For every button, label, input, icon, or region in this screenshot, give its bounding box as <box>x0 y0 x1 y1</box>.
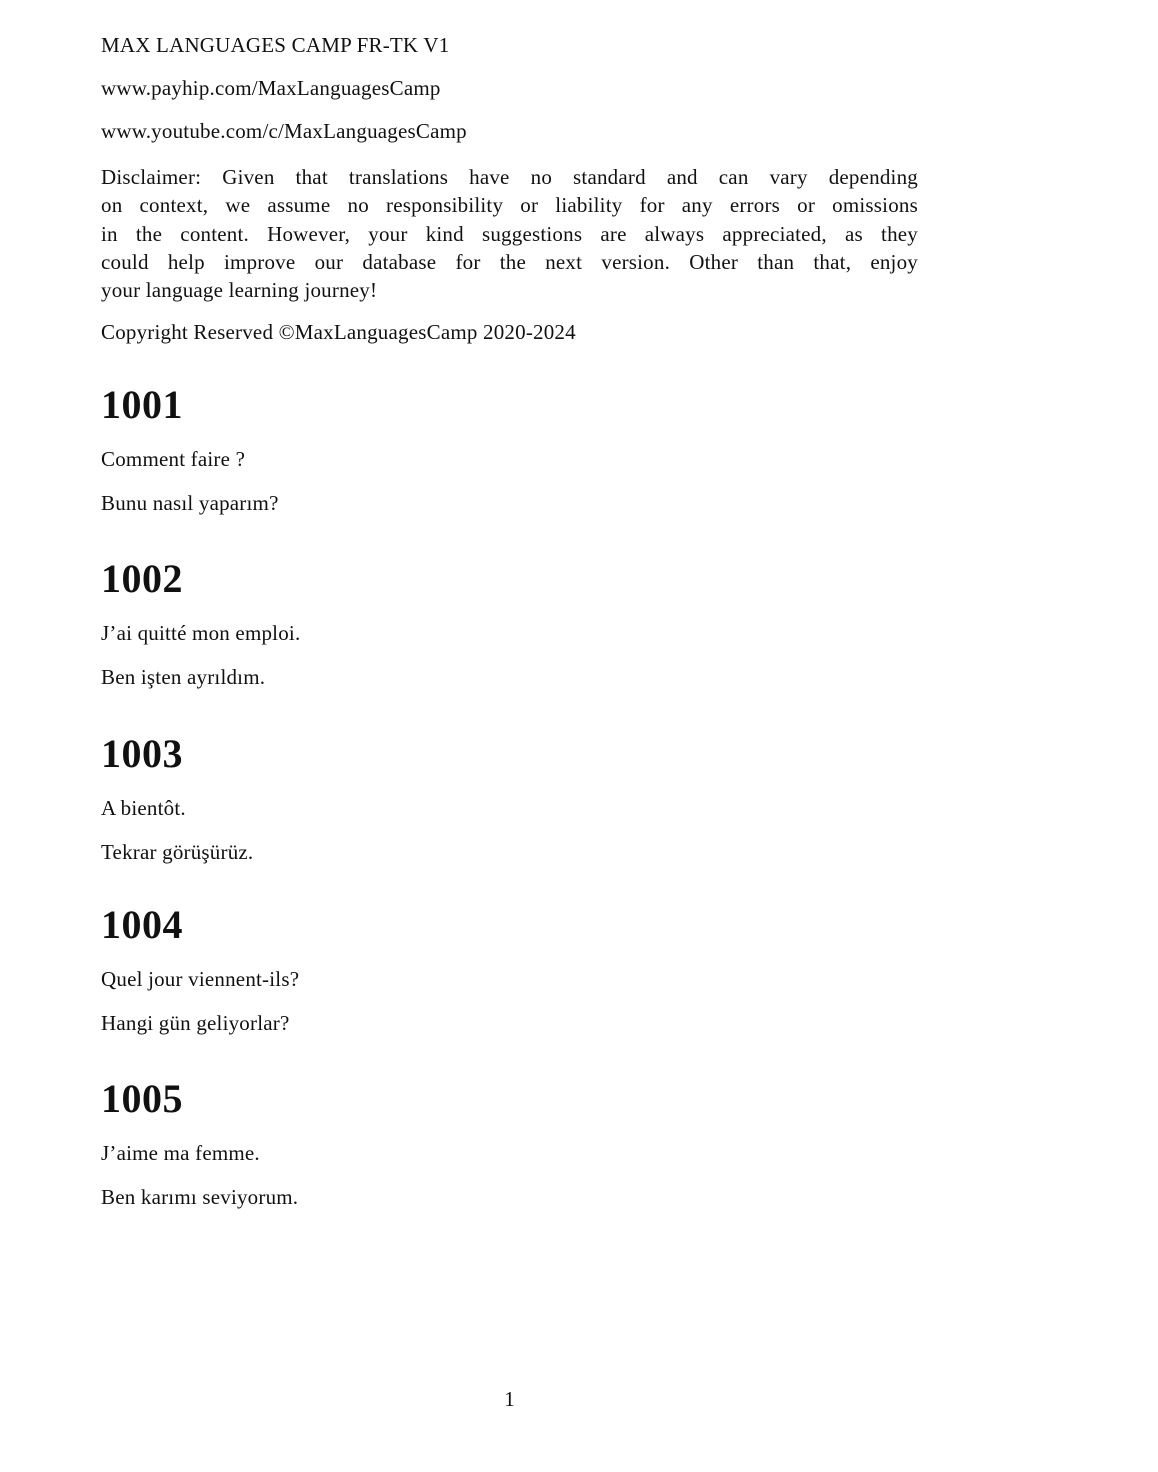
french-phrase: A bientôt. <box>101 796 186 820</box>
phrase-section-1001 <box>101 383 918 517</box>
copyright-notice: Copyright Reserved ©MaxLanguagesCamp 2020-2024 <box>101 320 576 344</box>
disclaimer-line: your language learning journey! <box>101 278 378 303</box>
section-number: 1005 <box>101 1076 183 1121</box>
youtube-url: www.youtube.com/c/MaxLanguagesCamp <box>101 119 467 143</box>
disclaimer-paragraph <box>101 163 918 304</box>
french-phrase: Quel jour viennent-ils? <box>101 967 300 991</box>
phrase-section-1003 <box>101 732 918 866</box>
disclaimer-line: in the content. However, your kind suggestions are always appreciated, as they <box>101 221 918 246</box>
section-number: 1002 <box>101 556 183 601</box>
disclaimer-line: could help improve our database for the next version. Other than that, enjoy <box>101 249 918 274</box>
phrase-section-1004 <box>101 903 918 1037</box>
french-phrase: Comment faire ? <box>101 447 246 471</box>
turkish-phrase: Ben karımı seviyorum. <box>101 1185 299 1209</box>
french-phrase: J’ai quitté mon emploi. <box>101 621 301 645</box>
turkish-phrase: Ben işten ayrıldım. <box>101 665 266 689</box>
turkish-phrase: Hangi gün geliyorlar? <box>101 1011 290 1035</box>
section-number: 1001 <box>101 382 183 427</box>
french-phrase: J’aime ma femme. <box>101 1141 260 1165</box>
phrase-section-1002 <box>101 557 918 691</box>
page-number: 1 <box>504 1387 515 1411</box>
text-block <box>101 0 918 1472</box>
disclaimer-line: Disclaimer: Given that translations have no standard and can vary depending <box>101 165 918 189</box>
disclaimer-line: on context, we assume no responsibility or liability for any errors or omissions <box>101 193 918 218</box>
phrase-section-1005 <box>101 1077 918 1211</box>
section-number: 1004 <box>101 902 183 947</box>
document-title: MAX LANGUAGES CAMP FR-TK V1 <box>101 33 450 57</box>
turkish-phrase: Bunu nasıl yaparım? <box>101 491 279 515</box>
payhip-url: www.payhip.com/MaxLanguagesCamp <box>101 76 441 100</box>
turkish-phrase: Tekrar görüşürüz. <box>101 840 254 864</box>
section-number: 1003 <box>101 731 183 776</box>
